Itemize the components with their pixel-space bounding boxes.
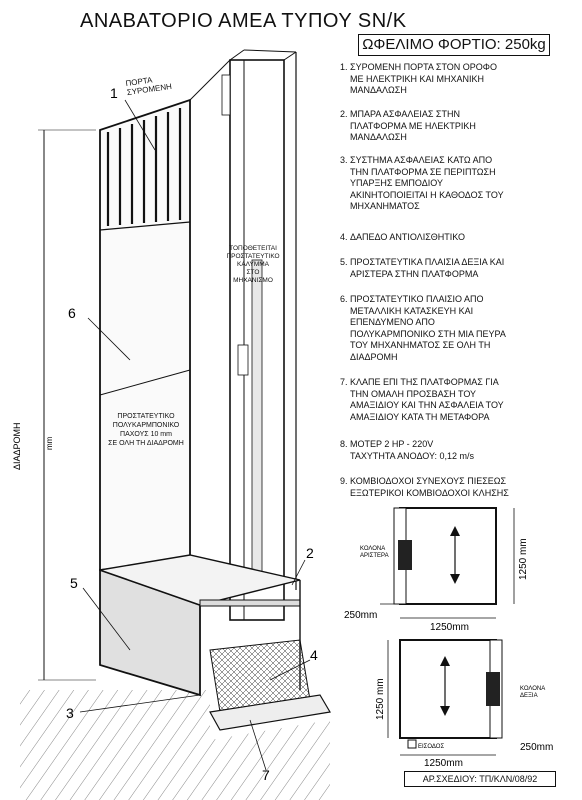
entry-label: ΕΙΣΟΔΟΣ: [418, 744, 445, 750]
callout-5: 5: [70, 575, 78, 591]
spec-text: ΠΡΟΣΤΑΤΕΥΤΙΚΑ ΠΛΑΙΣΙΑ ΔΕΞΙΑ ΚΑΙ ΑΡΙΣΤΕΡΑ ΣΤΗΝ ΠΛΑΤΦΟΡΜΑ: [350, 257, 505, 279]
spec-number: 3.: [340, 155, 348, 165]
plan-view-left-column: [380, 508, 514, 618]
col-right-label: ΚΟΛΟΝΑ ΔΕΞΙΑ: [520, 686, 546, 699]
spec-text: ΣΥΣΤΗΜΑ ΑΣΦΑΛΕΙΑΣ ΚΑΤΩ ΑΠΟ ΤΗΝ ΠΛΑΤΦΟΡΜΑ ΣΕ ΠΕΡΙΠΤΩΣΗ ΥΠΑΡΞΗΣ ΕΜΠΟΔΙΟΥ ΑΚΙΝΗΤΟΠΟΙΕΙΤΑΙ Η ΚΑΘΟΔΟΣ ΤΟΥ ΜΗΧΑΝΗΜΑΤΟΣ: [350, 155, 504, 211]
spec-number: 6.: [340, 294, 348, 304]
col-left-label: ΚΟΛΟΝΑ ΑΡΙΣΤΕΡΑ: [360, 546, 389, 559]
callout-2: 2: [306, 545, 314, 561]
callout-6: 6: [68, 305, 76, 321]
travel-dim-label: mm: [45, 436, 54, 450]
dim-bottom-250: 250mm: [520, 742, 554, 753]
dim-bottom-height: 1250 mm: [375, 678, 386, 720]
spec-text: ΚΟΜΒΙΟΔΟΧΟΙ ΣΥΝΕΧΟΥΣ ΠΙΕΣΕΩΣ ΕΞΩΤΕΡΙΚΟΙ ΚΟΜΒΙΟΔΟΧΟΙ ΚΛΗΣΗΣ: [350, 476, 509, 498]
spec-text: ΣΥΡΟΜΕΝΗ ΠΟΡΤΑ ΣΤΟΝ ΟΡΟΦΟ ΜΕ ΗΛΕΚΤΡΙΚΗ ΚΑΙ ΜΗΧΑΝΙΚΗ ΜΑΝΔΑΛΩΣΗ: [350, 62, 497, 95]
callout-1: 1: [110, 85, 118, 101]
lock-icon: [222, 75, 230, 115]
spec-number: 4.: [340, 232, 348, 242]
dim-top-height: 1250 mm: [518, 538, 529, 580]
spec-number: 5.: [340, 257, 348, 267]
spec-number: 7.: [340, 377, 348, 387]
plan-view-right-column: [388, 640, 502, 755]
drive-rail: [252, 260, 262, 580]
spec-number: 9.: [340, 476, 348, 486]
dim-top-width: 1250mm: [430, 622, 469, 633]
spec-number: 2.: [340, 109, 348, 119]
spec-text: ΜΠΑΡΑ ΑΣΦΑΛΕΙΑΣ ΣΤΗΝ ΠΛΑΤΦΟΡΜΑ ΜΕ ΗΛΕΚΤΡΙΚΗ ΜΑΝΔΑΛΩΣΗ: [350, 109, 476, 142]
payload-box: ΩΦΕΛΙΜΟ ΦΟΡΤΙΟ: 250kg: [358, 34, 550, 56]
spec-number: 8.: [340, 439, 348, 449]
callout-4: 4: [310, 647, 318, 663]
ground-hatch: [20, 690, 210, 800]
spec-text: ΠΡΟΣΤΑΤΕΥΤΙΚΟ ΠΛΑΙΣΙΟ ΑΠΟ ΜΕΤΑΛΛΙΚΗ ΚΑΤΑΣΚΕΥΗ ΚΑΙ ΕΠΕΝΔΥΜΕΝΟ ΑΠΟ ΠΟΛΥΚΑΡΜΠΟΝΙΚΟ ΣΤΗ ΜΙΑ ΠΕΥΡΑ ΤΟΥ ΜΗΧΑΝΗΜΑΤΟΣ ΣΕ ΟΛΗ ΤΗ ΔΙΑΔΡΟΜΗ: [350, 294, 506, 362]
ground-hatch: [210, 720, 330, 800]
travel-label: ΔΙΑΔΡΟΜΗ: [12, 422, 22, 470]
spec-text: ΚΛΑΠΕ ΕΠΙ ΤΗΣ ΠΛΑΤΦΟΡΜΑΣ ΓΙΑ ΤΗΝ ΟΜΑΛΗ ΠΡΟΣΒΑΣΗ ΤΟΥ ΑΜΑΞΙΔΙΟΥ ΚΑΙ ΤΗΝ ΑΣΦΑΛΕΙΑ ΤΟΥ ΑΜΑΞΙΔΙΟΥ ΚΑΤΑ ΤΗ ΜΕΤΑΦΟΡΑ: [350, 377, 504, 422]
callout-7: 7: [262, 767, 270, 783]
dim-bottom-width: 1250mm: [424, 758, 463, 769]
machine-cover-note: ΤΟΠΟΘΕΤΕΙΤΑΙ ΠΡΟΣΤΑΤΕΥΤΙΚΟ ΚΑΛΥΜΜΑ ΣΤΟ ΜΗΧΑΝΙΣΜΟ: [226, 245, 280, 284]
polycarbonate-note: ΠΡΟΣΤΑΤΕΥΤΙΚΟ ΠΟΛΥΚΑΡΜΠΟΝΙΚΟ ΠΑΧΟΥΣ 10 mm ΣΕ ΟΛΗ ΤΗ ΔΙΑΔΡΟΜΗ: [108, 413, 184, 447]
drawing-number: ΑΡ.ΣΧΕΔΙΟΥ: ΤΠ/ΚΛΝ/08/92: [404, 771, 556, 787]
door-label: ΠΟΡΤΑ ΣΥΡΟΜΕΝΗ: [124, 75, 173, 98]
spec-number: 1.: [340, 62, 348, 72]
drawing-title: ΑΝΑΒΑΤΟΡΙΟ ΑΜΕΑ ΤΥΠΟΥ SN/K: [80, 10, 407, 32]
control-box: [238, 345, 248, 375]
spec-text: ΔΑΠΕΔΟ ΑΝΤΙΟΛΙΣΘΗΤΙΚΟ: [350, 232, 465, 242]
callout-3: 3: [66, 705, 74, 721]
spec-text: ΜΟΤΕΡ 2 HP - 220V ΤΑΧΥΤΗΤΑ ΑΝΟΔΟΥ: 0,12 m/s: [350, 439, 475, 461]
safety-bar: [200, 600, 300, 606]
dim-top-250: 250mm: [344, 610, 378, 621]
